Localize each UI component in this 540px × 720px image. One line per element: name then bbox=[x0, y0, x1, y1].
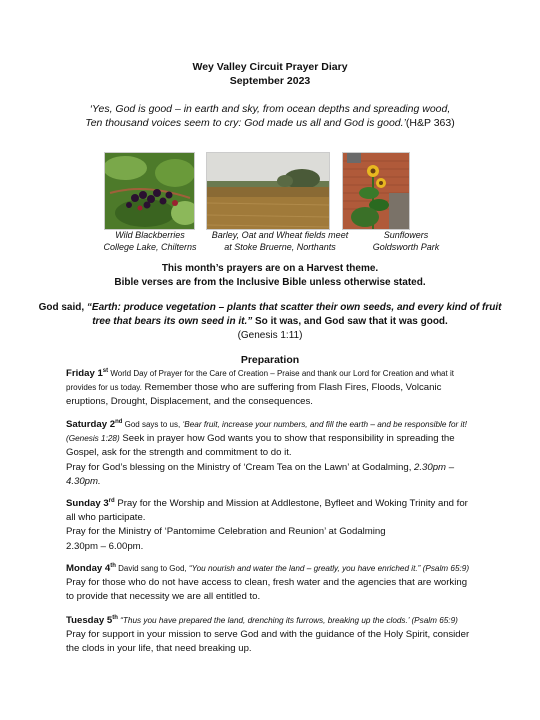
sunflowers-caption bbox=[356, 230, 456, 253]
hymn-reference: (H&P 363) bbox=[405, 117, 455, 129]
day-suffix: th bbox=[112, 614, 118, 621]
theme-line-2: Bible verses are from the Inclusive Bible unless otherwise stated. bbox=[114, 276, 426, 288]
genesis-text bbox=[30, 301, 510, 329]
caption-2-line-2: at Stoke Bruerne, Northants bbox=[224, 241, 336, 252]
caption-1-line-2: College Lake, Chilterns bbox=[103, 241, 197, 252]
entry-day bbox=[66, 615, 118, 626]
section-heading: Preparation bbox=[240, 354, 300, 366]
day-label: Tuesday 5 bbox=[66, 615, 113, 626]
entry-line-2: Pray for the Ministry of ‘Pantomime Celebration and Reunion’ at Godalming bbox=[66, 526, 386, 538]
entry-text: Pray for those who do not have access to clean, fresh water and the agencies that are working to provide that necessity we are all entitled to. bbox=[66, 577, 468, 603]
blackberries-image bbox=[105, 153, 195, 230]
entry-text: Pray for support in your mission to serve God and with the guidance of the Holy Spirit, consider the clods in your life, that need breaking up. bbox=[66, 629, 470, 655]
entry-line-3: 2.30pm – 6.00pm. bbox=[66, 540, 144, 552]
diary-month: September 2023 bbox=[229, 74, 311, 87]
day-suffix: th bbox=[110, 562, 116, 569]
day-suffix: rd bbox=[108, 497, 115, 504]
caption-3-line-2: Goldsworth Park bbox=[372, 241, 440, 252]
entry-sunday bbox=[66, 497, 476, 554]
caption-3-line-1: Sunflowers bbox=[383, 230, 429, 240]
entry-day bbox=[66, 368, 108, 379]
theme-note bbox=[0, 262, 540, 289]
sunflowers-photo bbox=[342, 152, 410, 230]
entry-text: Pray for the Worship and Mission at Addlestone, Byfleet and Woking Trinity and for all who participate. bbox=[66, 498, 468, 524]
genesis-intro: God said, bbox=[38, 302, 87, 313]
entry-text: Remember those who are suffering from Flash Fires, Floods, Volcanic eruptions, Drought, Displacement, and the consequences. bbox=[66, 382, 442, 408]
fields-photo bbox=[206, 152, 330, 230]
entry-time: 2.30pm – 4.30pm. bbox=[66, 461, 455, 487]
caption-2-line-1: Barley, Oat and Wheat fields meet bbox=[211, 230, 349, 240]
caption-1-line-1: Wild Blackberries bbox=[115, 230, 185, 240]
blackberries-caption bbox=[100, 230, 200, 253]
genesis-quote: “Earth: produce vegetation – plants that scatter their own seeds, and every kind of fruit tree that bears its own seed in it.” bbox=[86, 302, 502, 327]
page-title bbox=[0, 61, 540, 88]
hymn-line-2-text: Ten thousand voices seem to cry: God made us all and God is good.’ bbox=[85, 117, 406, 129]
hymn-line-2 bbox=[60, 116, 480, 130]
day-suffix: st bbox=[102, 367, 109, 374]
fields-image bbox=[207, 153, 330, 230]
day-suffix: nd bbox=[115, 418, 123, 425]
genesis-rest: So it was, and God saw that it was good. bbox=[252, 316, 448, 327]
entry-lead: God says to us, bbox=[122, 420, 183, 429]
entry-tuesday bbox=[66, 614, 476, 657]
entry-quote: ‘Bear fruit, increase your numbers, and fill the earth – and be responsible for it! (Genesis 1:28) bbox=[66, 420, 467, 444]
diary-title: Wey Valley Circuit Prayer Diary bbox=[192, 61, 348, 73]
entry-quote: “You nourish and water the land – greatly, you have enriched it.” (Psalm 65:9) bbox=[188, 564, 470, 573]
entry-saturday bbox=[66, 418, 476, 489]
fields-caption bbox=[204, 230, 356, 253]
day-label: Monday 4 bbox=[66, 563, 111, 574]
entry-friday bbox=[66, 367, 476, 410]
entry-day bbox=[66, 419, 122, 430]
entry-text: Seek in prayer how God wants you to show that responsibility in spreading the Gospel, ask for the strength and commitment to do it. bbox=[66, 433, 455, 459]
genesis-verse bbox=[30, 301, 510, 343]
blackberries-photo bbox=[104, 152, 195, 230]
entry-lead: David sang to God, bbox=[115, 564, 189, 573]
theme-line-1: This month’s prayers are on a Harvest theme. bbox=[161, 263, 379, 274]
genesis-reference: (Genesis 1:11) bbox=[237, 330, 303, 341]
day-label: Friday 1 bbox=[66, 368, 103, 379]
day-label: Saturday 2 bbox=[66, 419, 116, 430]
entry-day bbox=[66, 563, 116, 574]
entry-intro: World Day of Prayer for the Care of Creation – Praise and thank our Lord for Creation and what it provides for us today. bbox=[66, 369, 454, 393]
entry-line-2: Pray for God’s blessing on the Ministry of ‘Cream Tea on the Lawn’ at Godalming, bbox=[66, 461, 415, 473]
hymn-quote bbox=[60, 102, 480, 130]
sunflowers-image bbox=[343, 153, 410, 230]
entry-quote: “Thus you have prepared the land, drenching its furrows, breaking up the clods.’ (Psalm 65:9) bbox=[117, 616, 458, 625]
entry-day bbox=[66, 498, 115, 509]
hymn-line-1: ‘Yes, God is good – in earth and sky, from ocean depths and spreading wood, bbox=[89, 103, 451, 115]
entry-monday bbox=[66, 562, 476, 605]
day-label: Sunday 3 bbox=[66, 498, 109, 509]
